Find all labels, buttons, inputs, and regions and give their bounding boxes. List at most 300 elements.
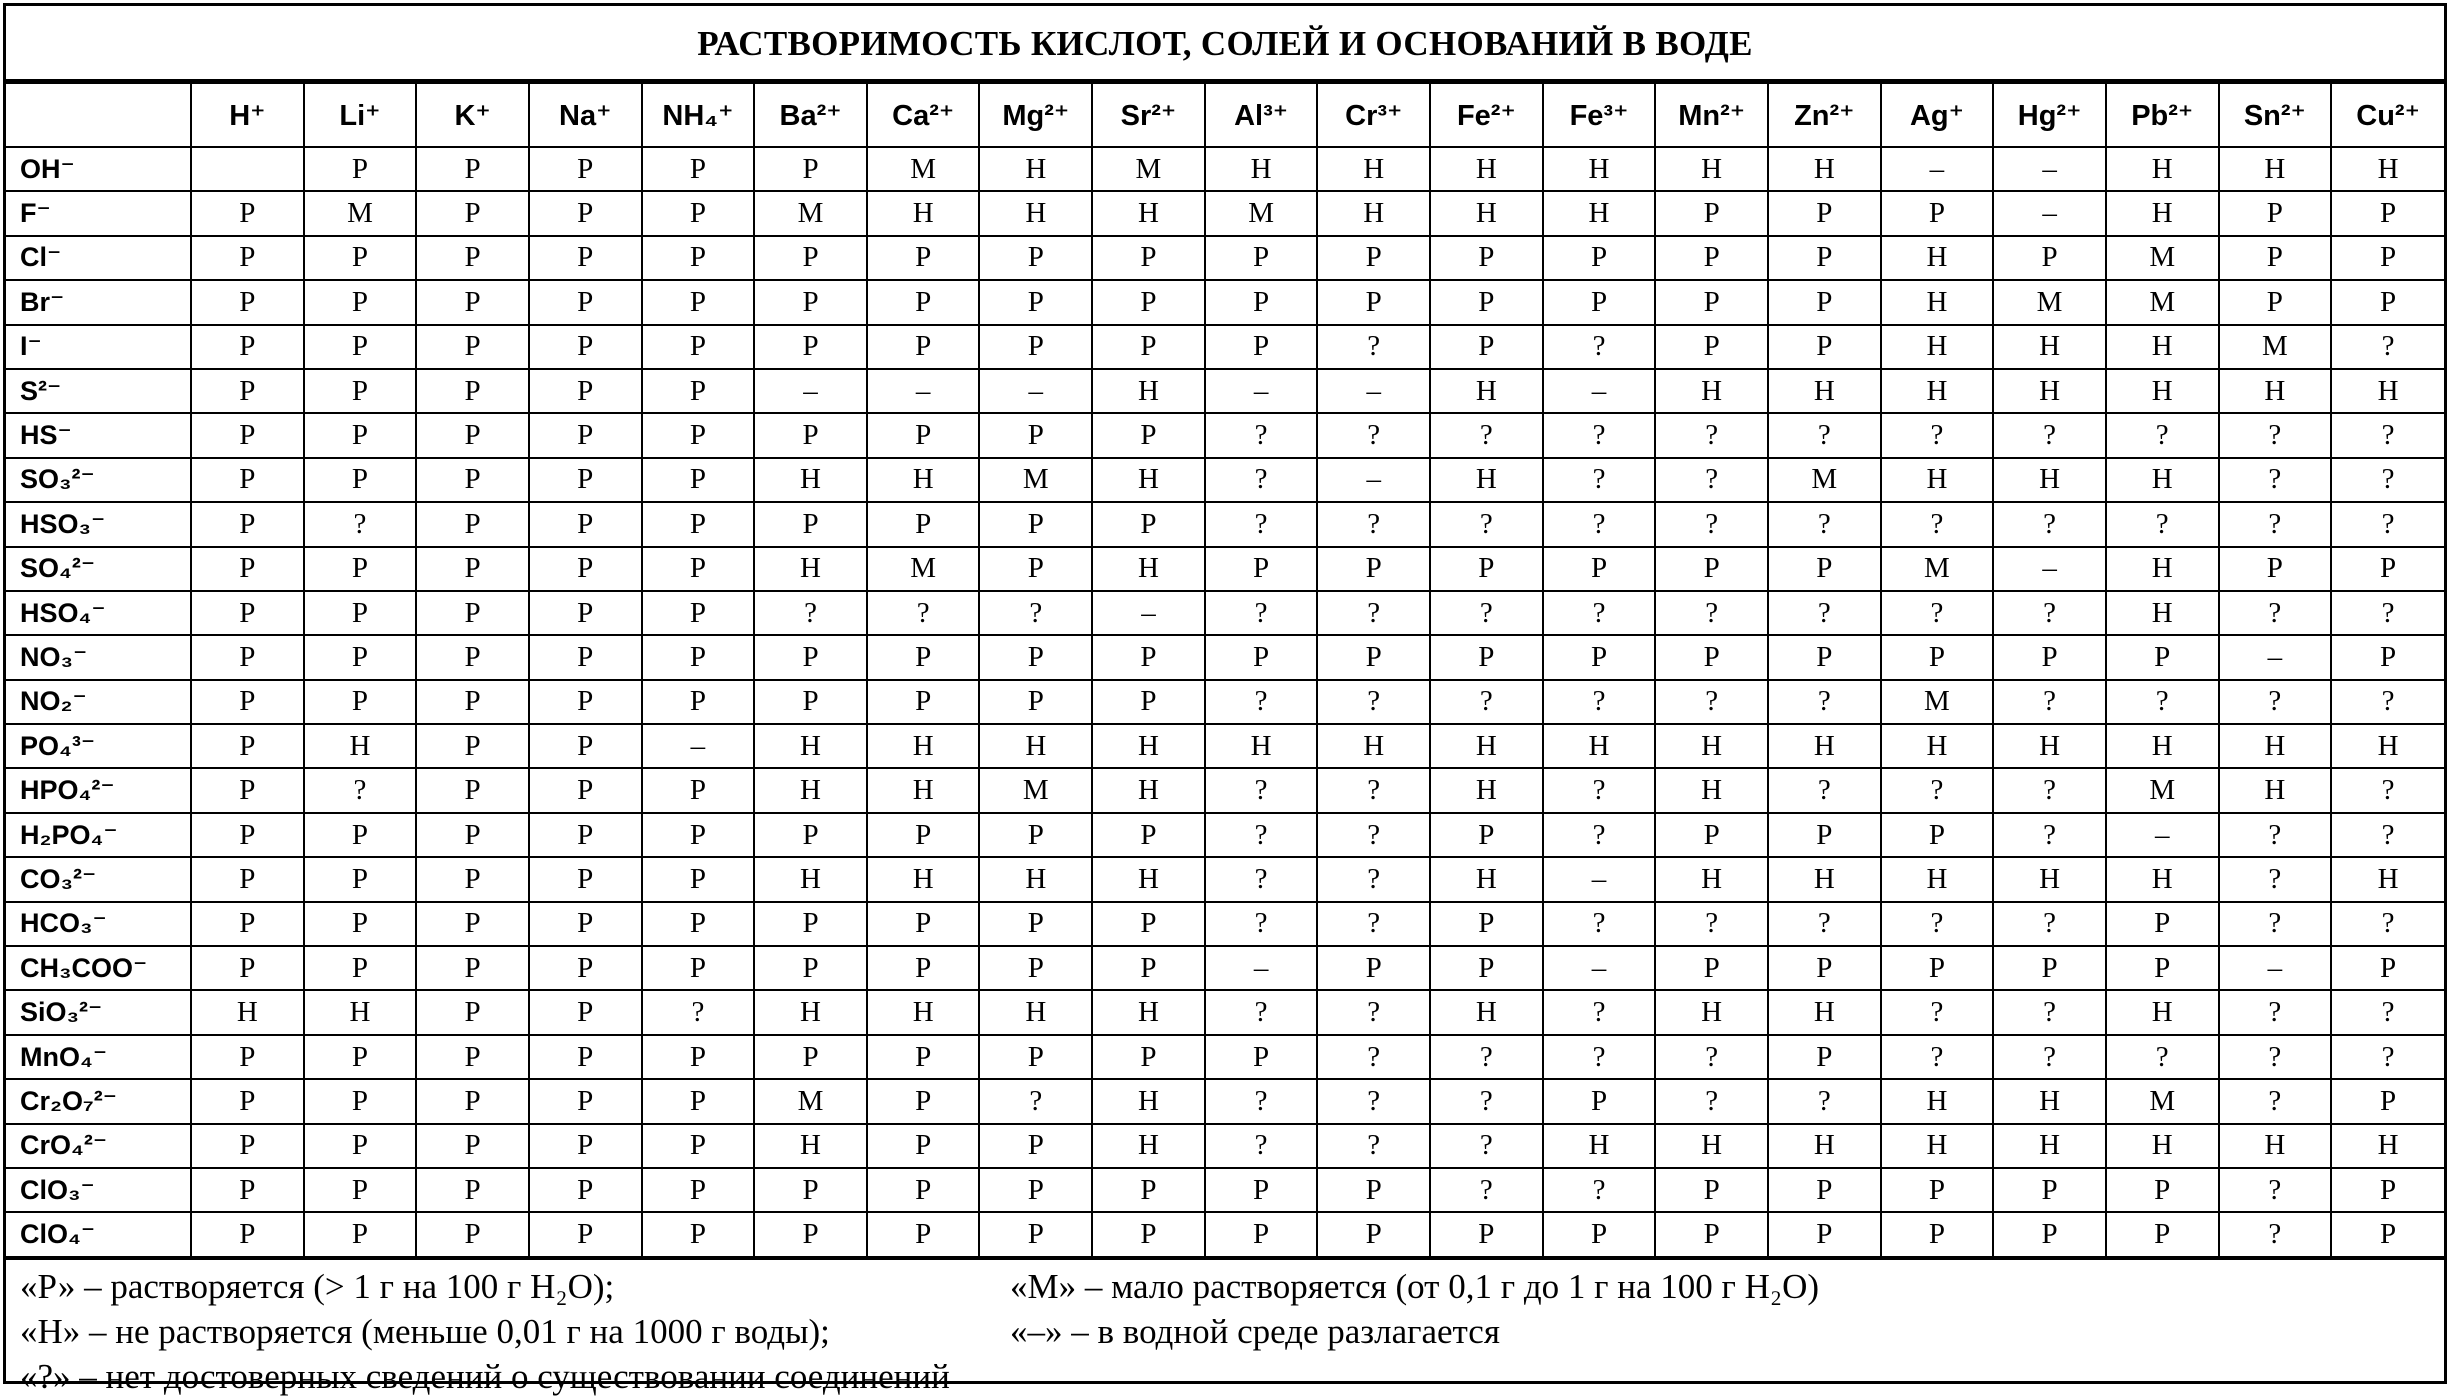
solubility-cell: Р	[979, 1212, 1092, 1256]
solubility-cell: Р	[304, 635, 417, 679]
solubility-cell: ?	[2331, 813, 2444, 857]
solubility-cell: Н	[1317, 191, 1430, 235]
solubility-cell: Р	[1430, 325, 1543, 369]
solubility-cell: ?	[2219, 458, 2332, 502]
solubility-cell: М	[979, 458, 1092, 502]
solubility-cell: Р	[1655, 635, 1768, 679]
solubility-cell: Р	[304, 280, 417, 324]
solubility-cell: Р	[1092, 236, 1205, 280]
cation-header: Ca²⁺	[867, 83, 980, 147]
solubility-cell: Н	[191, 990, 304, 1034]
solubility-cell: Р	[304, 413, 417, 457]
solubility-cell: Р	[191, 680, 304, 724]
solubility-cell: Р	[1317, 635, 1430, 679]
solubility-cell: Р	[1430, 547, 1543, 591]
solubility-cell: Р	[529, 1035, 642, 1079]
solubility-cell: Н	[979, 191, 1092, 235]
solubility-cell: Н	[2219, 369, 2332, 413]
solubility-cell: Р	[979, 547, 1092, 591]
solubility-cell: ?	[2219, 857, 2332, 901]
solubility-cell: Р	[867, 325, 980, 369]
solubility-cell: Н	[2331, 724, 2444, 768]
solubility-cell: ?	[2331, 680, 2444, 724]
solubility-cell: ?	[1655, 680, 1768, 724]
solubility-cell: Р	[1768, 191, 1881, 235]
solubility-cell: Р	[191, 1035, 304, 1079]
solubility-cell: Р	[642, 191, 755, 235]
solubility-cell: Р	[1768, 635, 1881, 679]
solubility-cell: Р	[304, 236, 417, 280]
solubility-cell: Р	[1092, 502, 1205, 546]
table-row	[6, 1212, 2444, 1256]
solubility-cell: М	[1993, 280, 2106, 324]
solubility-cell: Н	[754, 458, 867, 502]
solubility-cell: Н	[1768, 990, 1881, 1034]
solubility-cell: –	[1317, 369, 1430, 413]
table-row	[6, 280, 2444, 324]
cation-header: Sn²⁺	[2219, 83, 2332, 147]
solubility-cell: Н	[1881, 724, 1994, 768]
table-row	[6, 591, 2444, 635]
cation-header: Sr²⁺	[1092, 83, 1205, 147]
solubility-cell: ?	[1205, 680, 1318, 724]
solubility-cell: Р	[754, 325, 867, 369]
solubility-cell: Р	[754, 413, 867, 457]
cation-header: Li⁺	[304, 83, 417, 147]
table-row	[6, 502, 2444, 546]
solubility-cell: ?	[1881, 902, 1994, 946]
solubility-cell: Р	[191, 591, 304, 635]
cation-header: Fe²⁺	[1430, 83, 1543, 147]
table-row	[6, 680, 2444, 724]
anion-label: Cr₂O₇²⁻	[6, 1079, 191, 1123]
table-row	[6, 1168, 2444, 1212]
solubility-cell: Р	[754, 147, 867, 191]
solubility-cell: ?	[2106, 502, 2219, 546]
anion-label: SO₃²⁻	[6, 458, 191, 502]
solubility-cell: Н	[2219, 147, 2332, 191]
cation-header: Fe³⁺	[1543, 83, 1656, 147]
solubility-cell: Н	[1430, 191, 1543, 235]
solubility-cell: Н	[979, 857, 1092, 901]
solubility-cell: ?	[1317, 1035, 1430, 1079]
solubility-cell: Н	[1881, 458, 1994, 502]
solubility-cell: ?	[1543, 813, 1656, 857]
solubility-cell: Н	[1430, 458, 1543, 502]
solubility-cell: Р	[1430, 280, 1543, 324]
solubility-cell: Р	[416, 857, 529, 901]
solubility-cell: Н	[1205, 147, 1318, 191]
solubility-cell: ?	[1768, 902, 1881, 946]
solubility-cell: –	[1543, 857, 1656, 901]
solubility-cell: Р	[642, 280, 755, 324]
solubility-cell: Р	[1205, 325, 1318, 369]
solubility-cell: ?	[1317, 680, 1430, 724]
solubility-cell: Р	[1430, 946, 1543, 990]
solubility-cell: Н	[1881, 325, 1994, 369]
solubility-cell: Р	[529, 990, 642, 1034]
solubility-cell: Р	[754, 902, 867, 946]
solubility-cell: –	[1993, 147, 2106, 191]
solubility-cell: Р	[642, 857, 755, 901]
solubility-cell: Р	[1205, 1168, 1318, 1212]
solubility-cell: Р	[979, 813, 1092, 857]
table-row	[6, 369, 2444, 413]
solubility-cell: Н	[2106, 990, 2219, 1034]
solubility-cell: ?	[867, 591, 980, 635]
solubility-cell: Р	[2331, 946, 2444, 990]
table-row	[6, 635, 2444, 679]
solubility-cell: Н	[1430, 768, 1543, 812]
solubility-cell: Р	[979, 680, 1092, 724]
solubility-cell: Р	[867, 502, 980, 546]
solubility-cell: Р	[191, 1212, 304, 1256]
solubility-cell: Р	[1655, 325, 1768, 369]
solubility-cell: ?	[1881, 1035, 1994, 1079]
solubility-cell: Н	[2219, 768, 2332, 812]
solubility-cell: Р	[191, 413, 304, 457]
table-row	[6, 1079, 2444, 1123]
solubility-cell: М	[1092, 147, 1205, 191]
solubility-cell: ?	[1543, 902, 1656, 946]
solubility-cell: Р	[304, 1035, 417, 1079]
solubility-cell: Н	[1543, 724, 1656, 768]
solubility-cell: Н	[2331, 147, 2444, 191]
solubility-cell: Р	[1430, 236, 1543, 280]
solubility-cell: Р	[1317, 1168, 1430, 1212]
cation-header: Mg²⁺	[979, 83, 1092, 147]
solubility-cell: ?	[1317, 1079, 1430, 1123]
solubility-cell: Р	[1205, 280, 1318, 324]
solubility-cell: Р	[304, 857, 417, 901]
cation-header: K⁺	[416, 83, 529, 147]
anion-label: CH₃COO⁻	[6, 946, 191, 990]
solubility-cell: Р	[304, 147, 417, 191]
solubility-cell: ?	[1205, 502, 1318, 546]
solubility-cell: Н	[867, 724, 980, 768]
legend	[6, 1258, 2444, 1399]
solubility-cell: Н	[2106, 1124, 2219, 1168]
solubility-cell: Р	[867, 1212, 980, 1256]
anion-label: HCO₃⁻	[6, 902, 191, 946]
solubility-cell: Н	[1092, 458, 1205, 502]
solubility-cell: Р	[867, 813, 980, 857]
solubility-cell: Р	[304, 680, 417, 724]
solubility-cell: Н	[754, 768, 867, 812]
solubility-cell: Р	[1768, 236, 1881, 280]
solubility-cell: –	[1092, 591, 1205, 635]
solubility-cell: Н	[2331, 369, 2444, 413]
solubility-cell: Р	[1430, 813, 1543, 857]
solubility-cell: Р	[979, 413, 1092, 457]
solubility-cell: Р	[529, 547, 642, 591]
legend-soluble: «Р» – растворяется (> 1 г на 100 г H₂O);	[20, 1266, 615, 1306]
legend-insoluble: «Н» – не растворяется (меньше 0,01 г на 1000 г воды);	[20, 1311, 830, 1351]
solubility-cell: ?	[1881, 591, 1994, 635]
solubility-cell: Р	[979, 902, 1092, 946]
solubility-cell: Н	[1768, 857, 1881, 901]
solubility-cell: Р	[1092, 280, 1205, 324]
solubility-cell: ?	[2219, 1168, 2332, 1212]
cation-header: Al³⁺	[1205, 83, 1318, 147]
solubility-cell: ?	[1543, 458, 1656, 502]
solubility-cell: Н	[1881, 280, 1994, 324]
solubility-cell: ?	[1993, 768, 2106, 812]
solubility-cell: Р	[1655, 1212, 1768, 1256]
solubility-cell: ?	[2106, 680, 2219, 724]
solubility-cell: Р	[304, 1212, 417, 1256]
solubility-cell: Р	[1655, 1168, 1768, 1212]
solubility-cell: Р	[642, 502, 755, 546]
cation-header: Hg²⁺	[1993, 83, 2106, 147]
solubility-cell: Н	[1655, 147, 1768, 191]
solubility-cell: Р	[191, 458, 304, 502]
anion-label: SO₄²⁻	[6, 547, 191, 591]
solubility-cell: Н	[1993, 857, 2106, 901]
solubility-cell: Р	[191, 369, 304, 413]
solubility-cell: Н	[1655, 1124, 1768, 1168]
solubility-cell: ?	[1205, 990, 1318, 1034]
solubility-cell: Р	[642, 1168, 755, 1212]
cation-header: H⁺	[191, 83, 304, 147]
solubility-cell: Р	[1881, 1212, 1994, 1256]
solubility-cell: –	[1205, 946, 1318, 990]
anion-label: F⁻	[6, 191, 191, 235]
solubility-cell: –	[642, 724, 755, 768]
solubility-cell: Р	[416, 902, 529, 946]
solubility-cell: –	[1993, 547, 2106, 591]
solubility-cell: Н	[754, 724, 867, 768]
solubility-cell: Р	[642, 1212, 755, 1256]
anion-label: ClO₃⁻	[6, 1168, 191, 1212]
solubility-cell: Р	[1430, 635, 1543, 679]
table-row	[6, 325, 2444, 369]
solubility-cell: М	[867, 147, 980, 191]
anion-label: ClO₄⁻	[6, 1212, 191, 1256]
solubility-cell: ?	[1543, 680, 1656, 724]
solubility-cell: М	[1881, 547, 1994, 591]
solubility-cell: Р	[1768, 946, 1881, 990]
solubility-cell: Р	[2331, 547, 2444, 591]
solubility-cell: Н	[1092, 1079, 1205, 1123]
solubility-cell: Р	[416, 635, 529, 679]
solubility-cell: Р	[642, 680, 755, 724]
solubility-cell: Р	[416, 990, 529, 1034]
solubility-cell: Р	[191, 635, 304, 679]
solubility-cell: Р	[979, 325, 1092, 369]
anion-label: S²⁻	[6, 369, 191, 413]
solubility-cell: Р	[2219, 236, 2332, 280]
solubility-cell: Н	[2331, 857, 2444, 901]
solubility-cell: Р	[304, 1079, 417, 1123]
solubility-cell: Р	[979, 946, 1092, 990]
solubility-cell: ?	[1768, 768, 1881, 812]
solubility-cell: Н	[304, 724, 417, 768]
solubility-cell: Р	[191, 502, 304, 546]
solubility-cell: Р	[1543, 1212, 1656, 1256]
anion-label: NO₃⁻	[6, 635, 191, 679]
solubility-cell: Р	[529, 635, 642, 679]
solubility-cell: ?	[1205, 458, 1318, 502]
cation-header: Na⁺	[529, 83, 642, 147]
solubility-cell: ?	[1430, 1035, 1543, 1079]
solubility-cell: ?	[2331, 591, 2444, 635]
solubility-cell: Р	[304, 591, 417, 635]
table-row	[6, 547, 2444, 591]
solubility-cell: М	[1881, 680, 1994, 724]
solubility-cell: Р	[191, 325, 304, 369]
solubility-cell: Н	[1317, 147, 1430, 191]
solubility-cell: Н	[1655, 369, 1768, 413]
solubility-cell: –	[1993, 191, 2106, 235]
solubility-cell: Н	[1768, 369, 1881, 413]
solubility-cell: Р	[867, 1079, 980, 1123]
solubility-cell: Н	[1092, 547, 1205, 591]
solubility-cell: Р	[1881, 1168, 1994, 1212]
solubility-cell: Р	[2331, 1212, 2444, 1256]
anion-label: CrO₄²⁻	[6, 1124, 191, 1168]
solubility-cell: ?	[1205, 813, 1318, 857]
solubility-cell: ?	[1430, 413, 1543, 457]
solubility-cell: Р	[529, 147, 642, 191]
solubility-cell: Н	[1993, 1124, 2106, 1168]
solubility-cell: ?	[1317, 768, 1430, 812]
solubility-cell: Р	[1543, 280, 1656, 324]
solubility-cell: ?	[2106, 1035, 2219, 1079]
solubility-cell: ?	[1768, 413, 1881, 457]
solubility-cell: Н	[2106, 547, 2219, 591]
anion-label: MnO₄⁻	[6, 1035, 191, 1079]
solubility-cell: Р	[529, 236, 642, 280]
solubility-cell: Р	[1768, 547, 1881, 591]
solubility-cell: Н	[1092, 768, 1205, 812]
solubility-cell: Н	[867, 857, 980, 901]
solubility-cell: Р	[1993, 635, 2106, 679]
solubility-cell: Н	[1092, 369, 1205, 413]
solubility-cell: Р	[1205, 635, 1318, 679]
solubility-cell: Р	[304, 325, 417, 369]
anion-label: HSO₃⁻	[6, 502, 191, 546]
solubility-cell: Р	[416, 591, 529, 635]
solubility-cell: Р	[416, 547, 529, 591]
solubility-cell: Н	[1543, 1124, 1656, 1168]
table-row	[6, 191, 2444, 235]
solubility-cell: Р	[1768, 1168, 1881, 1212]
solubility-cell: ?	[1768, 502, 1881, 546]
solubility-cell: Р	[867, 680, 980, 724]
solubility-cell: Р	[754, 502, 867, 546]
solubility-cell: М	[1205, 191, 1318, 235]
solubility-cell: Р	[979, 1168, 1092, 1212]
solubility-cell: ?	[1881, 413, 1994, 457]
solubility-cell: Н	[1655, 857, 1768, 901]
solubility-cell: Р	[642, 147, 755, 191]
solubility-cell: Р	[2219, 280, 2332, 324]
solubility-cell: ?	[979, 1079, 1092, 1123]
solubility-cell: Н	[1092, 724, 1205, 768]
solubility-cell: Р	[1317, 280, 1430, 324]
solubility-cell: Н	[754, 990, 867, 1034]
solubility-cell: Р	[642, 813, 755, 857]
solubility-cell: Н	[1655, 768, 1768, 812]
solubility-cell: Р	[529, 369, 642, 413]
solubility-cell: Р	[2331, 1168, 2444, 1212]
table-row	[6, 857, 2444, 901]
table-row	[6, 902, 2444, 946]
solubility-cell: Р	[1317, 1212, 1430, 1256]
solubility-cell: М	[2106, 768, 2219, 812]
solubility-cell: Р	[2331, 236, 2444, 280]
solubility-cell: Н	[754, 547, 867, 591]
solubility-cell: Р	[754, 1168, 867, 1212]
solubility-cell: Р	[529, 191, 642, 235]
solubility-cell: ?	[1430, 1168, 1543, 1212]
solubility-cell: Р	[642, 325, 755, 369]
solubility-cell: Р	[529, 1168, 642, 1212]
solubility-cell: ?	[2331, 1035, 2444, 1079]
solubility-cell: Р	[1655, 191, 1768, 235]
solubility-cell: Н	[2106, 191, 2219, 235]
anion-label: I⁻	[6, 325, 191, 369]
solubility-cell: Р	[529, 724, 642, 768]
solubility-cell: Р	[304, 946, 417, 990]
anion-label: Br⁻	[6, 280, 191, 324]
solubility-cell: М	[2219, 325, 2332, 369]
anion-label: OH⁻	[6, 147, 191, 191]
solubility-cell: ?	[1317, 591, 1430, 635]
solubility-cell: Р	[642, 1079, 755, 1123]
solubility-cell: ?	[2219, 1035, 2332, 1079]
solubility-cell: Р	[2219, 191, 2332, 235]
solubility-cell: Р	[1092, 413, 1205, 457]
solubility-cell: Р	[1768, 1035, 1881, 1079]
solubility-cell: ?	[1993, 990, 2106, 1034]
solubility-cell: Р	[979, 1124, 1092, 1168]
solubility-cell: ?	[1430, 1124, 1543, 1168]
solubility-cell: Р	[2331, 635, 2444, 679]
solubility-cell: ?	[1543, 990, 1656, 1034]
solubility-cell: ?	[1543, 1168, 1656, 1212]
solubility-cell: –	[2219, 635, 2332, 679]
solubility-cell: Н	[2106, 325, 2219, 369]
solubility-cell: ?	[1655, 458, 1768, 502]
solubility-cell: –	[1543, 369, 1656, 413]
solubility-cell: Н	[1430, 147, 1543, 191]
solubility-cell: ?	[1655, 902, 1768, 946]
solubility-cell: Р	[979, 502, 1092, 546]
solubility-cell: ?	[1317, 857, 1430, 901]
solubility-cell: Р	[2219, 547, 2332, 591]
table-row	[6, 724, 2444, 768]
table-row	[6, 1124, 2444, 1168]
solubility-cell: Н	[2106, 369, 2219, 413]
solubility-cell: ?	[1993, 591, 2106, 635]
solubility-cell: ?	[1768, 1079, 1881, 1123]
solubility-cell: Р	[529, 591, 642, 635]
solubility-cell: Р	[1768, 325, 1881, 369]
solubility-cell: Р	[2106, 902, 2219, 946]
solubility-cell: ?	[1430, 591, 1543, 635]
table-row	[6, 413, 2444, 457]
solubility-cell: ?	[1430, 680, 1543, 724]
solubility-cell: Н	[867, 191, 980, 235]
solubility-cell: Р	[1655, 946, 1768, 990]
solubility-cell: Р	[304, 547, 417, 591]
solubility-cell: Р	[529, 1079, 642, 1123]
solubility-cell: Р	[1092, 1212, 1205, 1256]
solubility-cell: ?	[2219, 990, 2332, 1034]
solubility-cell: ?	[2219, 502, 2332, 546]
